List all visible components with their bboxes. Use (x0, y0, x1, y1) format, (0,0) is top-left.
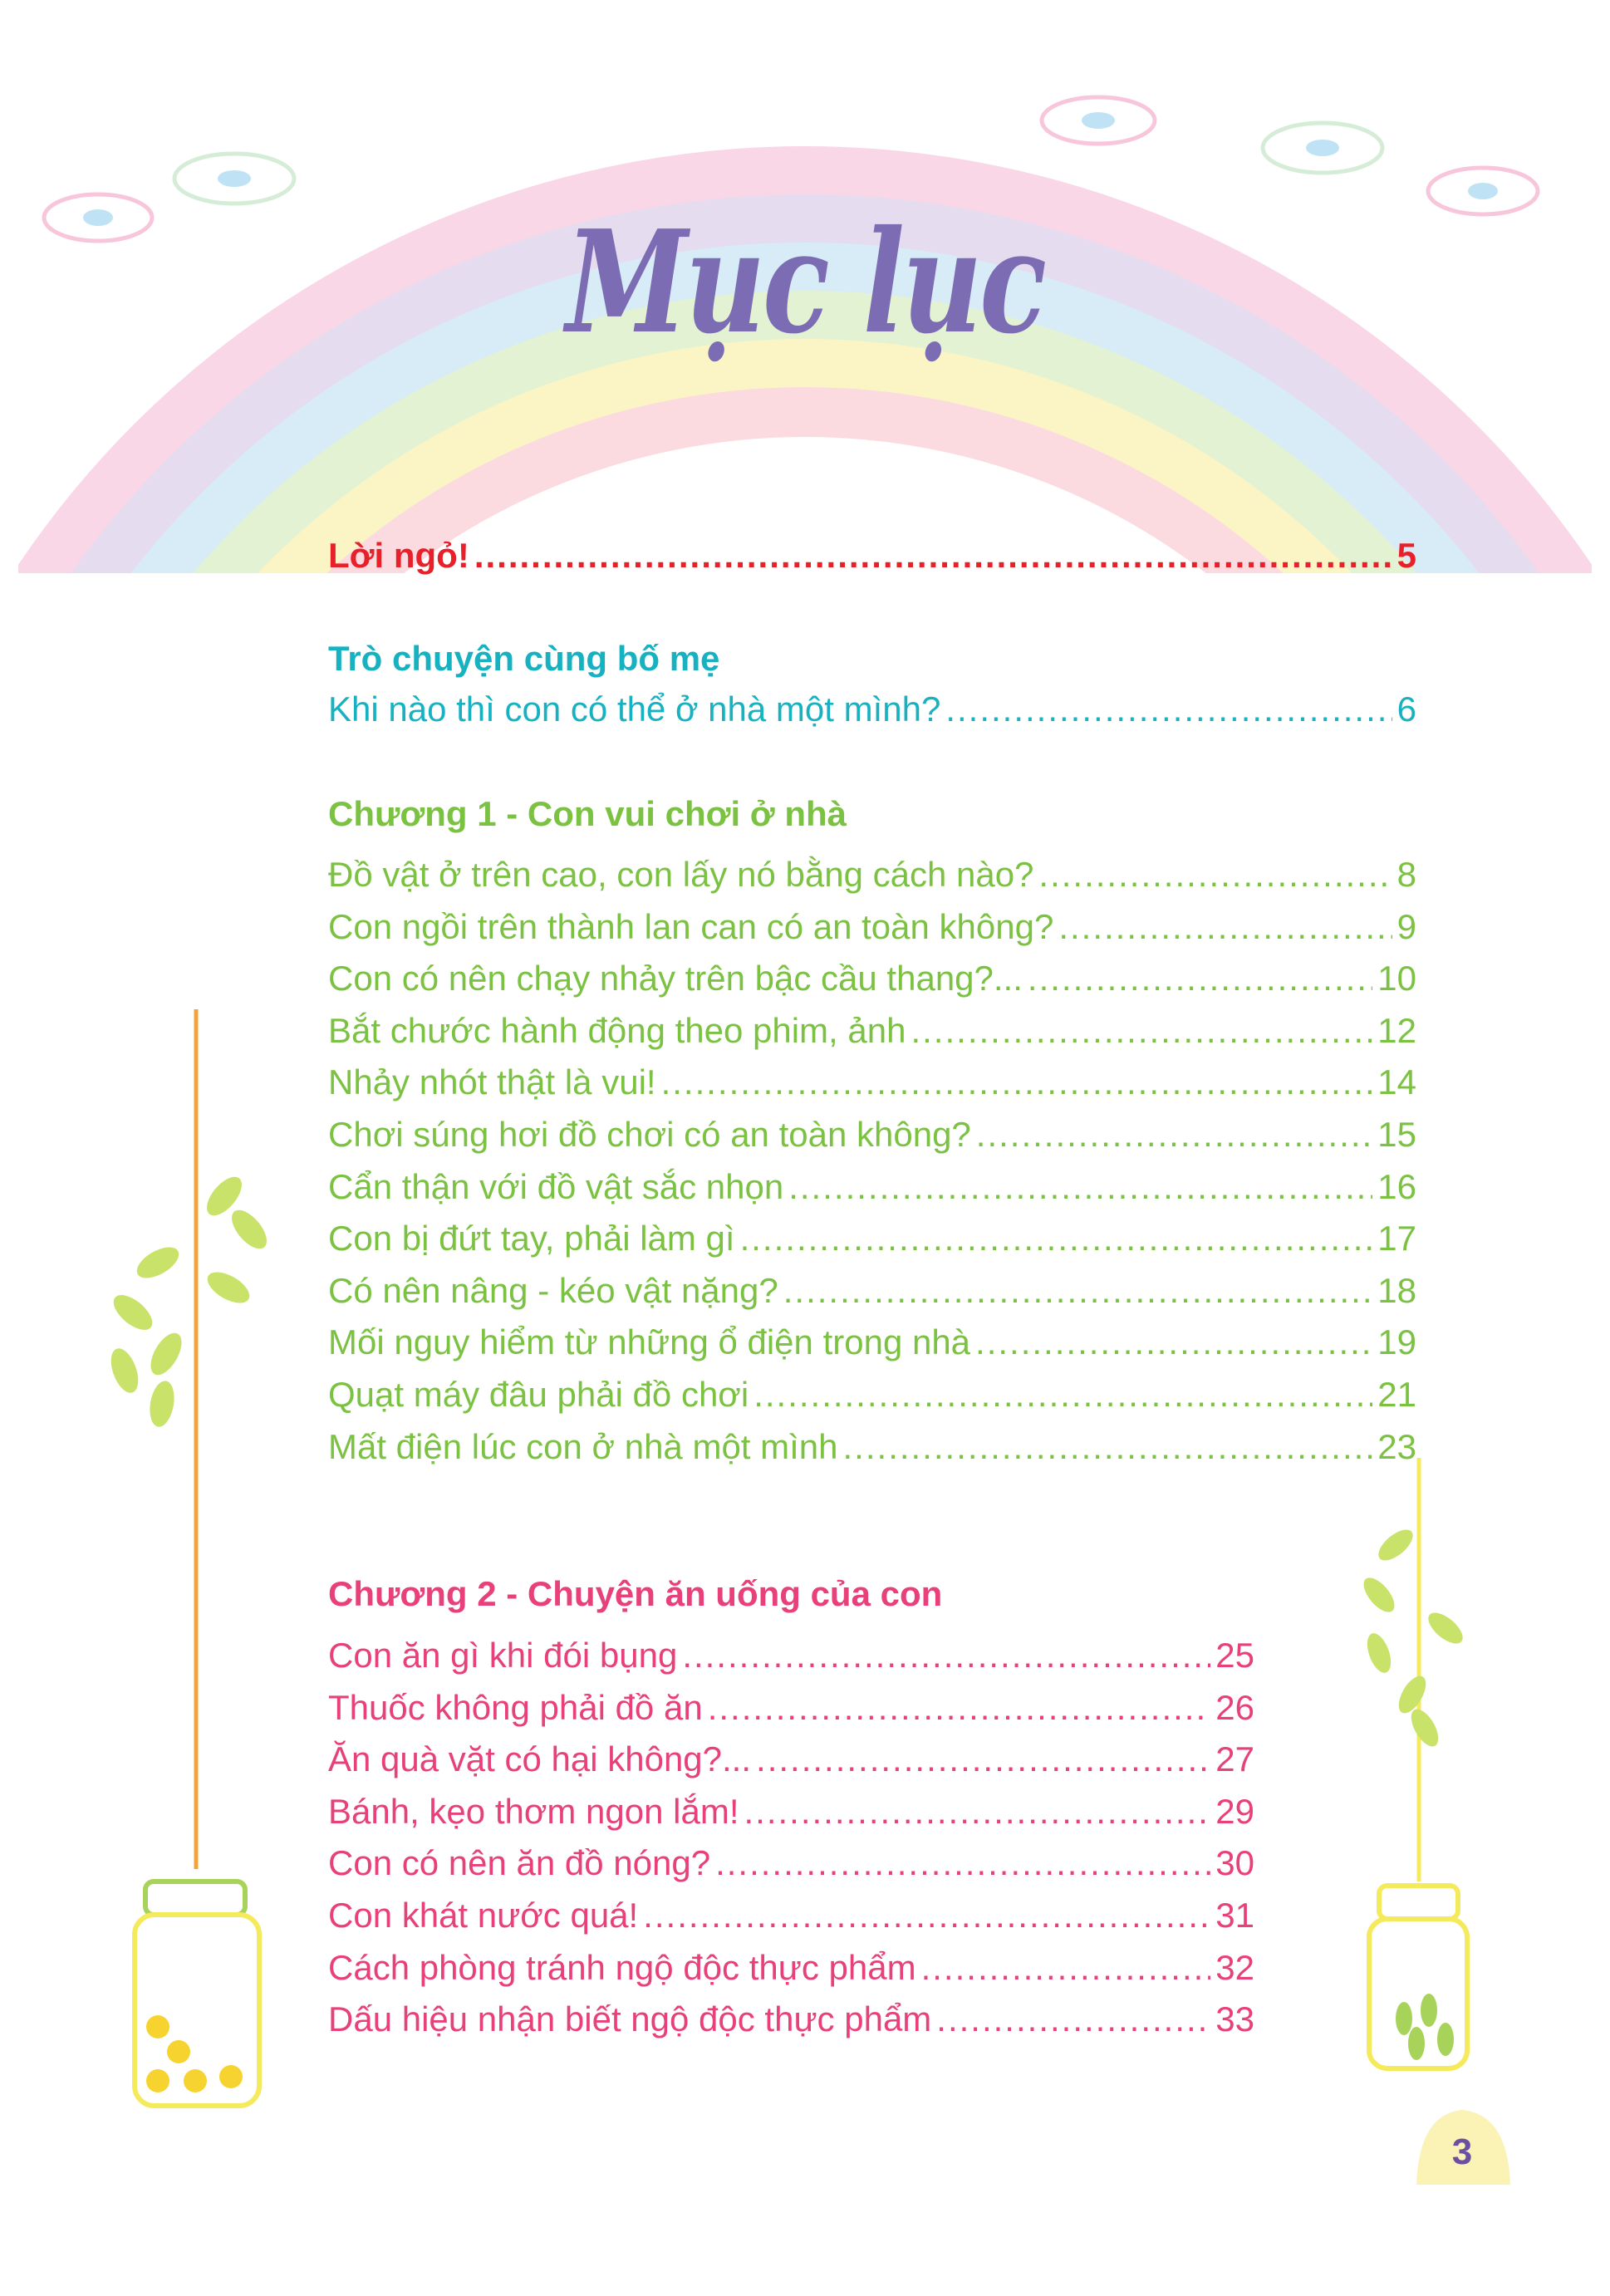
toc-entry-page: 33 (1215, 1999, 1254, 2039)
toc-entry-page: 21 (1377, 1375, 1416, 1414)
toc-entry-page: 18 (1377, 1270, 1416, 1310)
toc-entry-page: 12 (1377, 1010, 1416, 1050)
toc-entry-page: 6 (1396, 689, 1416, 729)
toc-entry-label: Bánh, kẹo thơm ngon lắm! (328, 1791, 739, 1831)
toc-entry-label: Con khát nước quá! (328, 1896, 639, 1935)
toc-entry-page: 29 (1215, 1791, 1254, 1831)
toc-entry-label: Thuốc không phải đồ ăn (328, 1687, 703, 1727)
page-title: Mục lục (566, 199, 1044, 365)
toc-entry-page: 30 (1215, 1843, 1254, 1883)
dot-leader (945, 688, 1392, 731)
toc-entry-label: Nhảy nhót thật là vui! (328, 1062, 656, 1102)
toc-entry[interactable] (328, 1321, 1416, 1364)
dot-leader (788, 1165, 1372, 1209)
toc-entry-label: Khi nào thì con có thể ở nhà một mình? (328, 689, 941, 729)
toc-entry-label: Con ngồi trên thành lan can có an toàn không? (328, 906, 1054, 946)
toc-entry-page: 16 (1377, 1166, 1416, 1206)
toc-entry-label: Cẩn thận với đồ vật sắc nhọn (328, 1166, 784, 1206)
dot-leader (1038, 853, 1392, 896)
toc-entry-label: Quạt máy đâu phải đồ chơi (328, 1375, 749, 1414)
dot-leader (843, 1425, 1373, 1469)
dot-leader (1028, 957, 1372, 1000)
dot-leader (744, 1790, 1210, 1833)
toc-entry-label: Con có nên ăn đồ nóng? (328, 1843, 711, 1883)
toc-entry[interactable] (328, 957, 1416, 1000)
dot-leader (936, 1998, 1210, 2041)
dot-leader (783, 1269, 1373, 1312)
dot-leader (976, 1113, 1373, 1156)
toc-entry-intro[interactable] (328, 534, 1416, 577)
dot-leader (708, 1686, 1211, 1729)
dot-leader (975, 1321, 1372, 1364)
toc-entry-page: 8 (1396, 855, 1416, 894)
toc-entry[interactable] (328, 688, 1416, 731)
toc-entry[interactable] (328, 1425, 1416, 1469)
toc-entry-page: 31 (1215, 1896, 1254, 1935)
toc-entry-page: 19 (1377, 1322, 1416, 1362)
chapter-2-heading: Chương 2 - Chuyện ăn uống của con (328, 1574, 943, 1613)
dot-leader (756, 1738, 1210, 1781)
toc-entry-label: Bắt chước hành động theo phim, ảnh (328, 1010, 906, 1050)
toc-entry[interactable] (328, 1009, 1416, 1052)
toc-entry-label: Mất điện lúc con ở nhà một mình (328, 1426, 838, 1466)
toc-entry[interactable] (328, 1686, 1254, 1729)
left-jar-vine (106, 1009, 272, 2106)
dot-leader (921, 1946, 1211, 1989)
toc-entry[interactable] (328, 1738, 1254, 1781)
right-jar-vine (1358, 1458, 1468, 2068)
dot-leader (911, 1009, 1372, 1052)
toc-entry-page: 14 (1377, 1062, 1416, 1102)
dot-leader (661, 1061, 1373, 1104)
toc-entry[interactable] (328, 1165, 1416, 1209)
toc-entry[interactable] (328, 1842, 1254, 1885)
toc-entry-label: Chơi súng hơi đồ chơi có an toàn không? (328, 1115, 971, 1154)
toc-entry-label: Lời ngỏ! (328, 536, 469, 575)
toc-entry-page: 5 (1396, 536, 1416, 575)
toc-entry-label: Con có nên chạy nhảy trên bậc cầu thang?... (328, 959, 1023, 998)
toc-entry[interactable] (328, 1634, 1254, 1677)
dot-leader (474, 534, 1392, 577)
toc-entry-label: Mối nguy hiểm từ những ổ điện trong nhà (328, 1322, 971, 1362)
chapter-1-heading: Chương 1 - Con vui chơi ở nhà (328, 794, 847, 833)
section-heading-parents: Trò chuyện cùng bố mẹ (328, 639, 720, 678)
toc-entry-page: 32 (1215, 1947, 1254, 1987)
toc-entry[interactable] (328, 1269, 1416, 1312)
toc-entry[interactable] (328, 1946, 1254, 1989)
toc-entry[interactable] (328, 1894, 1254, 1937)
dot-leader (753, 1373, 1372, 1416)
toc-entry[interactable] (328, 1790, 1254, 1833)
toc-entry[interactable] (328, 905, 1416, 949)
toc-entry-label: Có nên nâng - kéo vật nặng? (328, 1270, 778, 1310)
toc-entry-label: Con ăn gì khi đói bụng (328, 1636, 678, 1675)
toc-entry-page: 9 (1396, 906, 1416, 946)
toc-entry[interactable] (328, 1373, 1416, 1416)
dot-leader (740, 1217, 1373, 1260)
toc-entry-page: 15 (1377, 1115, 1416, 1154)
toc-entry-label: Con bị đứt tay, phải làm gì (328, 1219, 735, 1258)
toc-entry-page: 17 (1377, 1219, 1416, 1258)
dot-leader (715, 1842, 1210, 1885)
toc-entry-page: 27 (1215, 1739, 1254, 1779)
page-number: 3 (1451, 2132, 1473, 2172)
toc-entry-page: 26 (1215, 1687, 1254, 1727)
toc-entry[interactable] (328, 1217, 1416, 1260)
toc-entry-label: Dấu hiệu nhận biết ngộ độc thực phẩm (328, 1999, 932, 2039)
toc-entry-page: 23 (1377, 1426, 1416, 1466)
toc-entry[interactable] (328, 1998, 1254, 2041)
toc-entry-label: Ăn quà vặt có hại không?... (328, 1739, 752, 1779)
dot-leader (643, 1894, 1210, 1937)
toc-entry-page: 25 (1215, 1636, 1254, 1675)
toc-entry[interactable] (328, 853, 1416, 896)
dot-leader (682, 1634, 1210, 1677)
toc-entry[interactable] (328, 1061, 1416, 1104)
toc-entry-label: Đồ vật ở trên cao, con lấy nó bằng cách nào? (328, 855, 1034, 894)
dot-leader (1058, 905, 1392, 949)
toc-entry-label: Cách phòng tránh ngộ độc thực phẩm (328, 1947, 916, 1987)
toc-entry-page: 10 (1377, 959, 1416, 998)
toc-entry[interactable] (328, 1113, 1416, 1156)
